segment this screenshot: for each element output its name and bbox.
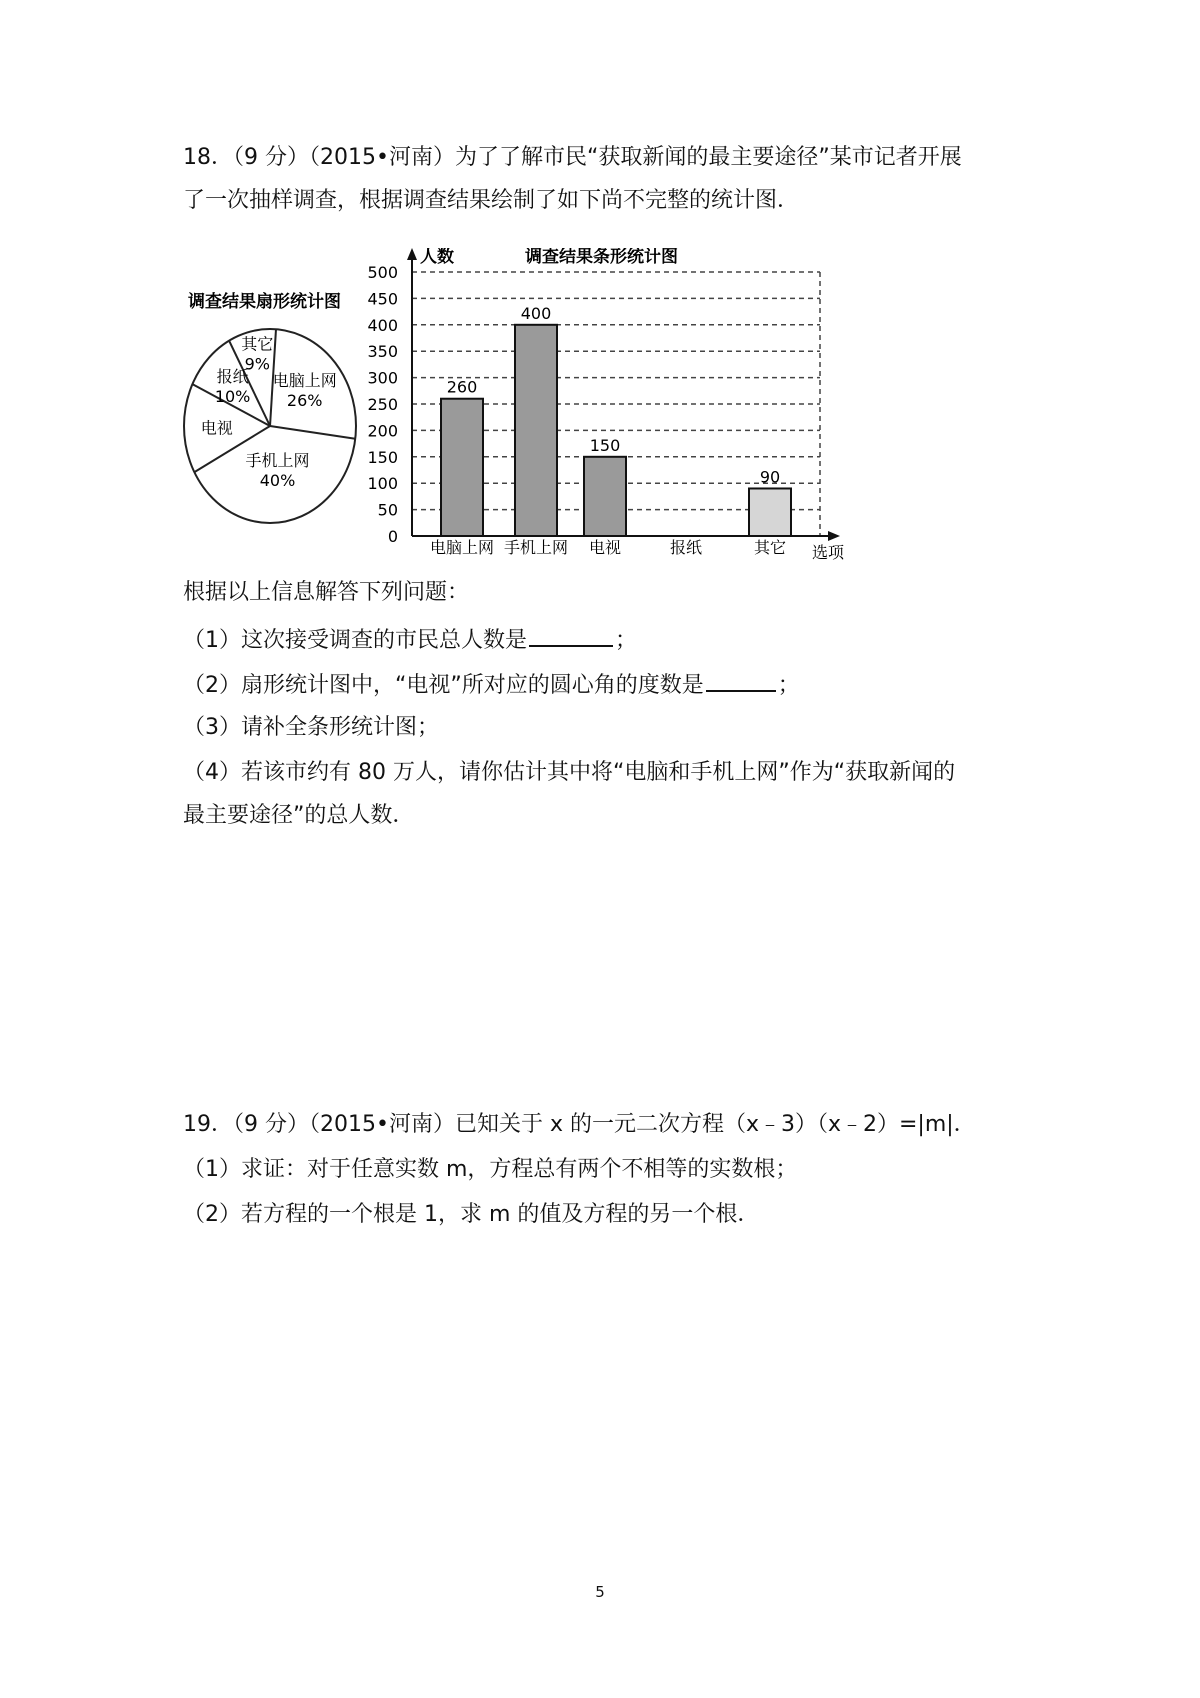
y-tick-label-450: 450: [367, 289, 398, 309]
bar-1: [515, 325, 557, 536]
bar-chart: [367, 248, 845, 562]
q18-sub-1-text: （1）这次接受调查的市民总人数是: [183, 628, 527, 653]
q18-sub-4-line-2: 最主要途径”的总人数．: [183, 803, 415, 828]
pie-chart-title: 调查结果扇形统计图: [188, 292, 341, 312]
pie-chart: [184, 329, 356, 523]
pie-slice-label-3: 报纸: [216, 366, 249, 386]
pie-slice-percent-3: 10%: [214, 386, 251, 406]
q18-sub-1-end: ；: [615, 628, 638, 653]
bar-value-label-1: 400: [520, 303, 552, 323]
y-tick-label-250: 250: [367, 395, 398, 414]
y-tick-label-300: 300: [367, 368, 398, 388]
q19-line-1: 19．（9 分）（2015•河南）已知关于 x 的一元二次方程（x﹣3）（x﹣2）=|m|．: [183, 1112, 976, 1137]
pie-slice-label-4: 其它: [241, 334, 274, 354]
bar-0: [441, 399, 483, 536]
y-tick-label-500: 500: [367, 263, 398, 282]
q18-line-2: 了一次抽样调查，根据调查结果绘制了如下尚不完整的统计图．: [183, 188, 800, 213]
q18-line-1: 18．（9 分）（2015•河南）为了了解市民“获取新闻的最主要途径”某市记者开展: [183, 145, 962, 170]
y-axis-arrow: [407, 248, 417, 260]
q18-sub-1: [183, 623, 637, 656]
bar-2: [584, 457, 626, 536]
y-tick-label-350: 350: [367, 342, 398, 362]
bar-chart-ylabel: 人数: [420, 248, 454, 267]
y-tick-label-400: 400: [367, 315, 398, 335]
q18-sub-3: （3）请补全条形统计图；: [183, 715, 439, 740]
q19-line-3: （2）若方程的一个根是 1，求 m 的值及方程的另一个根．: [183, 1202, 760, 1227]
q19-line-2: （1）求证：对于任意实数 m，方程总有两个不相等的实数根；: [183, 1157, 798, 1182]
x-axis-label: 选项: [812, 543, 845, 562]
y-tick-label-50: 50: [377, 500, 398, 520]
q18-figure: [180, 248, 920, 618]
x-tick-label-3: 报纸: [669, 538, 703, 557]
bar-value-label-4: 90: [759, 467, 781, 487]
x-tick-label-1: 手机上网: [503, 538, 569, 557]
pie-slice-percent-4: 9%: [244, 354, 270, 374]
q18-sub-2-text: （2）扇形统计图中，“电视”所对应的圆心角的度数是: [183, 673, 704, 698]
x-tick-label-4: 其它: [753, 538, 787, 557]
bar-4: [749, 488, 791, 536]
x-tick-label-2: 电视: [588, 538, 622, 557]
y-tick-label-200: 200: [367, 421, 398, 441]
page-number: 5: [595, 1583, 605, 1601]
pie-slice-percent-1: 40%: [259, 470, 296, 490]
pie-slice-label-2: 电视: [200, 418, 233, 438]
q18-sub-2: [183, 668, 800, 701]
y-tick-label-0: 0: [387, 527, 398, 546]
pie-slice-label-0: 电脑上网: [272, 371, 337, 391]
bar-value-label-2: 150: [589, 435, 621, 455]
y-tick-label-150: 150: [367, 447, 398, 467]
bar-value-label-0: 260: [446, 377, 478, 397]
q18-intro: 根据以上信息解答下列问题：: [183, 580, 470, 605]
pie-slice-percent-0: 26%: [286, 391, 323, 411]
answer-blank-1: [529, 623, 613, 647]
bar-chart-title: 调查结果条形统计图: [525, 248, 678, 267]
pie-slice-label-1: 手机上网: [245, 450, 310, 470]
q18-sub-2-end: ；: [777, 673, 800, 698]
x-tick-label-0: 电脑上网: [429, 538, 495, 557]
q18-sub-4-line-1: （4）若该市约有 80 万人，请你估计其中将“电脑和手机上网”作为“获取新闻的: [183, 760, 956, 785]
y-tick-label-100: 100: [367, 474, 398, 494]
answer-blank-2: [706, 668, 776, 692]
x-axis-arrow: [828, 531, 840, 541]
